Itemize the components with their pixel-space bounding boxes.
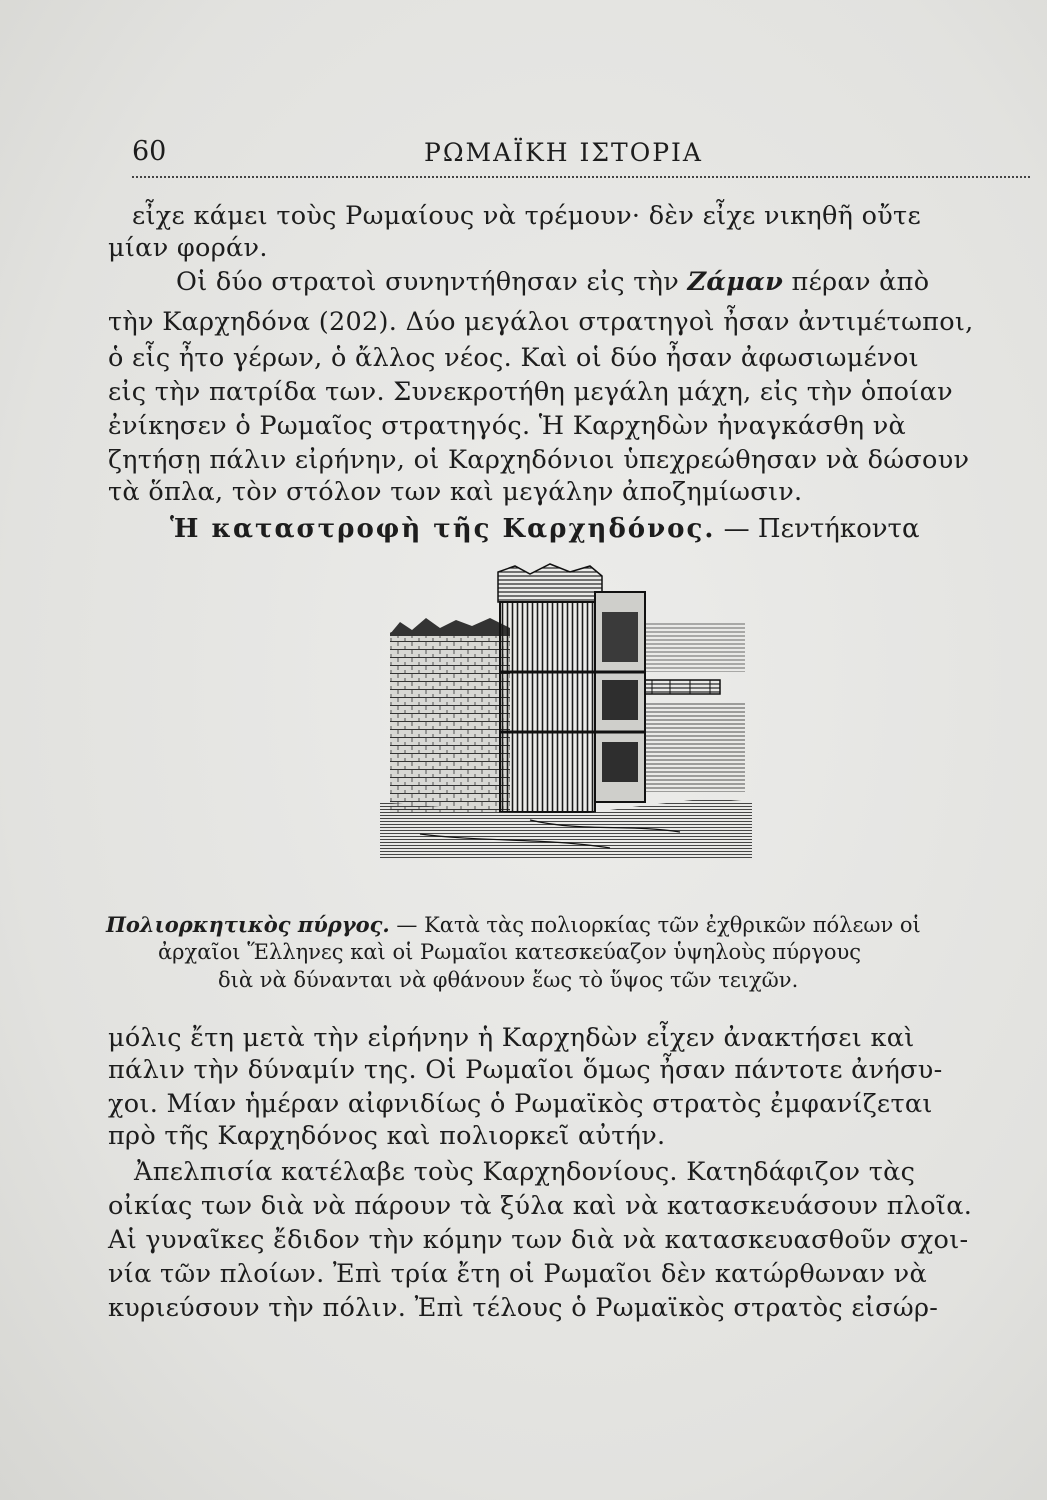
text-fragment: Οἱ δύο στρατοὶ συνηντήθησαν εἰς τὴν <box>176 267 688 297</box>
place-name-zama: Ζάμαν <box>687 267 784 297</box>
text-line: χοι. Μίαν ἡμέραν αἰφνιδίως ὁ Ρωμαϊκὸς στρατὸς ἐμφανίζεται <box>108 1089 933 1119</box>
text-line <box>176 266 1047 298</box>
figure-caption-line: ἀρχαῖοι Ἕλληνες καὶ οἱ Ρωμαῖοι κατεσκεύαζον ὑψηλοὺς πύργους <box>158 940 862 964</box>
figure-caption-line <box>106 912 1006 937</box>
text-line: πρὸ τῆς Καρχηδόνος καὶ πολιορκεῖ αὐτήν. <box>108 1121 666 1151</box>
section-heading <box>170 514 1040 544</box>
siege-tower-engraving <box>380 562 752 860</box>
text-line: νία τῶν πλοίων. Ἐπὶ τρία ἔτη οἱ Ρωμαῖοι δὲν κατώρθωναν νὰ <box>108 1259 927 1289</box>
text-line: Αἱ γυναῖκες ἔδιδον τὴν κόμην των διὰ νὰ κατασκευασθοῦν σχοι- <box>108 1225 969 1255</box>
text-line: Ἀπελπισία κατέλαβε τοὺς Καρχηδονίους. Κατηδάφιζον τὰς <box>134 1157 916 1187</box>
text-line: ζητήσῃ πάλιν εἰρήνην, οἱ Καρχηδόνιοι ὑπεχρεώθησαν νὰ δώσουν <box>108 445 970 475</box>
figure-caption-line: διὰ νὰ δύνανται νὰ φθάνουν ἕως τὸ ὕψος τῶν τειχῶν. <box>218 968 799 992</box>
text-line: εἰς τὴν πατρίδα των. Συνεκροτήθη μεγάλη μάχη, εἰς τὴν ὁποίαν <box>108 377 953 407</box>
header-divider <box>132 176 1030 178</box>
caption-text: — Κατὰ τὰς πολιορκίας τῶν ἐχθρικῶν πόλεων οἱ <box>389 913 921 937</box>
text-line: ὁ εἷς ἦτο γέρων, ὁ ἄλλος νέος. Καὶ οἱ δύο ἦσαν ἀφωσιωμένοι <box>108 343 919 373</box>
text-line: τὰ ὅπλα, τὸν στόλον των καὶ μεγάλην ἀποζημίωσιν. <box>108 477 803 507</box>
text-line: ἐνίκησεν ὁ Ρωμαῖος στρατηγός. Ἡ Καρχηδὼν ἠναγκάσθη νὰ <box>108 411 907 441</box>
text-fragment: πέραν ἀπὸ <box>783 267 930 297</box>
page-number: 60 <box>132 136 167 167</box>
siege-tower-illustration <box>380 562 752 860</box>
text-line: μόλις ἔτη μετὰ τὴν εἰρήνην ἡ Καρχηδὼν εἶχεν ἀνακτήσει καὶ <box>108 1023 915 1053</box>
text-line: εἶχε κάμει τοὺς Ρωμαίους νὰ τρέμουν· δὲν εἶχε νικηθῆ οὔτε <box>132 201 921 231</box>
text-line: τὴν Καρχηδόνα (202). Δύο μεγάλοι στρατηγοὶ ἦσαν ἀντιμέτωποι, <box>108 307 974 337</box>
text-line: κυριεύσουν τὴν πόλιν. Ἐπὶ τέλους ὁ Ρωμαϊκὸς στρατὸς εἰσώρ- <box>108 1293 939 1323</box>
section-continuation: — Πεντήκοντα <box>715 514 920 544</box>
page-header <box>132 136 1032 176</box>
text-line: πάλιν τὴν δύναμίν της. Οἱ Ρωμαῖοι ὅμως ἦσαν πάντοτε ἀνήσυ- <box>108 1055 943 1085</box>
section-title: Ἡ καταστροφὴ τῆς Καρχηδόνος. <box>170 514 716 544</box>
text-line: οἰκίας των διὰ νὰ πάρουν τὰ ξύλα καὶ νὰ κατασκευάσουν πλοῖα. <box>108 1191 973 1221</box>
running-title: ΡΩΜΑΪΚΗ ΙΣΤΟΡΙΑ <box>424 138 703 167</box>
text-line: μίαν φοράν. <box>108 233 268 263</box>
caption-title: Πολιορκητικὸς πύργος. <box>106 912 390 937</box>
